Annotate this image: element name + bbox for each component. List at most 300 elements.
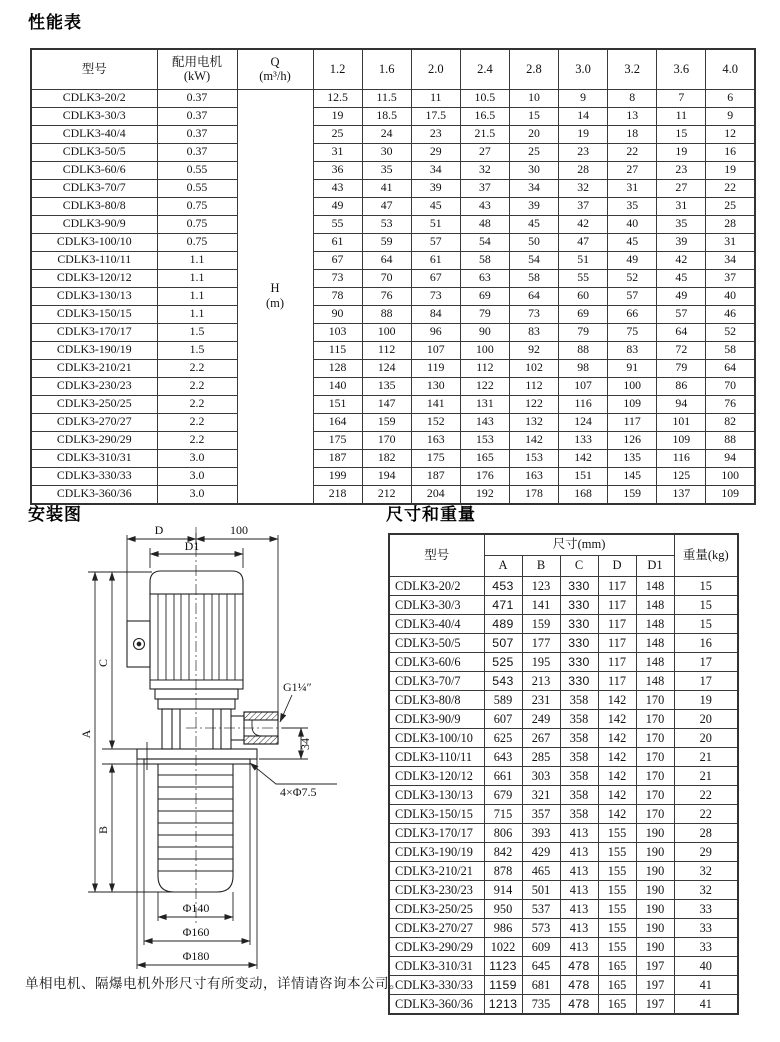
h-value-cell: 23 — [559, 143, 608, 161]
weight-cell: 19 — [674, 691, 738, 710]
dimensions-table — [388, 533, 739, 1015]
h-value-cell: 64 — [657, 323, 706, 341]
h-value-cell: 57 — [411, 233, 460, 251]
flow-col-header: 2.8 — [509, 49, 558, 89]
dim-c-cell: 330 — [560, 634, 598, 653]
dim-a-cell: 507 — [484, 634, 522, 653]
motor-kw-cell: 1.1 — [157, 251, 237, 269]
perf-row — [31, 251, 755, 269]
col-header-motor — [157, 49, 237, 89]
h-value-cell: 107 — [411, 341, 460, 359]
dim-label-phi180: Φ180 — [182, 949, 210, 963]
h-value-cell: 117 — [608, 413, 657, 431]
model-cell: CDLK3-30/3 — [389, 596, 484, 615]
model-cell: CDLK3-80/8 — [31, 197, 157, 215]
model-cell: CDLK3-20/2 — [389, 577, 484, 596]
thread-label: G1¼″ — [283, 680, 312, 694]
weight-cell: 17 — [674, 672, 738, 691]
h-value-cell: 48 — [460, 215, 509, 233]
performance-table-title: 性能表 — [28, 13, 82, 32]
h-value-cell: 19 — [657, 143, 706, 161]
h-value-cell: 36 — [313, 161, 362, 179]
dim-label-b: B — [96, 825, 110, 835]
h-value-cell: 19 — [706, 161, 755, 179]
dim-d1-cell: 170 — [636, 767, 674, 786]
h-value-cell: 122 — [509, 395, 558, 413]
motor-kw-cell: 2.2 — [157, 413, 237, 431]
h-value-cell: 40 — [608, 215, 657, 233]
h-value-cell: 101 — [657, 413, 706, 431]
h-value-cell: 11.5 — [362, 89, 411, 107]
h-value-cell: 133 — [559, 431, 608, 449]
h-value-cell: 112 — [460, 359, 509, 377]
h-value-cell: 94 — [657, 395, 706, 413]
h-value-cell: 28 — [559, 161, 608, 179]
model-cell: CDLK3-20/2 — [31, 89, 157, 107]
footnote: 单相电机、隔爆电机外形尺寸有所变动，详情请咨询本公司。 — [25, 976, 403, 991]
q-header-line1: Q — [270, 54, 280, 69]
motor-kw-cell: 2.2 — [157, 395, 237, 413]
h-value-cell: 100 — [362, 323, 411, 341]
col-header-q — [237, 49, 313, 89]
h-value-cell: 51 — [411, 215, 460, 233]
h-value-cell: 64 — [509, 287, 558, 305]
dims-header-row1 — [389, 534, 738, 556]
motor-kw-cell: 3.0 — [157, 449, 237, 467]
dim-label-a: A — [79, 729, 93, 739]
motor-kw-cell: 0.37 — [157, 107, 237, 125]
dim-d1-cell: 197 — [636, 995, 674, 1015]
size-col-header: D — [598, 556, 636, 577]
h-value-cell: 66 — [608, 305, 657, 323]
h-value-cell: 45 — [657, 269, 706, 287]
dim-d-cell: 165 — [598, 976, 636, 995]
dim-b-cell: 681 — [522, 976, 560, 995]
dim-label-c: C — [96, 658, 110, 668]
weight-cell: 40 — [674, 957, 738, 976]
q-header-line2: (m³/h) — [259, 69, 291, 84]
h-value-cell: 47 — [559, 233, 608, 251]
dim-a-cell: 806 — [484, 824, 522, 843]
perf-row — [31, 413, 755, 431]
h-value-cell: 187 — [313, 449, 362, 467]
h-value-cell: 43 — [313, 179, 362, 197]
model-cell: CDLK3-100/10 — [389, 729, 484, 748]
model-cell: CDLK3-130/13 — [31, 287, 157, 305]
h-value-cell: 9 — [559, 89, 608, 107]
perf-row — [31, 449, 755, 467]
model-cell: CDLK3-50/5 — [31, 143, 157, 161]
dim-d1-cell: 190 — [636, 881, 674, 900]
h-value-cell: 31 — [657, 197, 706, 215]
h-value-cell: 58 — [706, 341, 755, 359]
h-value-cell: 21.5 — [460, 125, 509, 143]
dim-d1-cell: 148 — [636, 615, 674, 634]
h-value-cell: 34 — [706, 251, 755, 269]
dim-d-cell: 155 — [598, 881, 636, 900]
motor-kw-cell: 1.1 — [157, 269, 237, 287]
h-value-cell: 72 — [657, 341, 706, 359]
h-value-cell: 11 — [657, 107, 706, 125]
motor-kw-cell: 1.1 — [157, 305, 237, 323]
perf-row — [31, 161, 755, 179]
h-value-cell: 143 — [460, 413, 509, 431]
center-lines — [186, 527, 308, 923]
h-value-cell: 29 — [411, 143, 460, 161]
h-value-cell: 35 — [608, 197, 657, 215]
dim-c-cell: 478 — [560, 957, 598, 976]
dims-weight-header: 重量(kg) — [674, 534, 738, 577]
dim-row — [389, 976, 738, 995]
weight-cell: 20 — [674, 729, 738, 748]
h-value-cell: 132 — [509, 413, 558, 431]
dim-d1-cell: 197 — [636, 957, 674, 976]
h-value-cell: 100 — [608, 377, 657, 395]
h-value-cell: 175 — [313, 431, 362, 449]
h-value-cell: 24 — [362, 125, 411, 143]
h-value-cell: 47 — [362, 197, 411, 215]
h-value-cell: 112 — [362, 341, 411, 359]
weight-cell: 32 — [674, 862, 738, 881]
perf-row — [31, 125, 755, 143]
perf-row — [31, 305, 755, 323]
dim-row — [389, 824, 738, 843]
dim-row — [389, 900, 738, 919]
dim-c-cell: 358 — [560, 767, 598, 786]
motor-ribs — [150, 594, 243, 680]
dim-row — [389, 843, 738, 862]
flow-col-header: 3.2 — [608, 49, 657, 89]
model-cell: CDLK3-120/12 — [389, 767, 484, 786]
model-cell: CDLK3-100/10 — [31, 233, 157, 251]
support-column-right — [221, 709, 231, 749]
model-cell: CDLK3-190/19 — [389, 843, 484, 862]
h-value-cell: 16.5 — [460, 107, 509, 125]
dim-b-cell: 195 — [522, 653, 560, 672]
dim-b-cell: 177 — [522, 634, 560, 653]
weight-cell: 15 — [674, 615, 738, 634]
h-value-cell: 109 — [657, 431, 706, 449]
h-value-cell: 100 — [706, 467, 755, 485]
h-value-cell: 124 — [559, 413, 608, 431]
h-value-cell: 10 — [509, 89, 558, 107]
h-value-cell: 22 — [706, 179, 755, 197]
h-value-cell: 39 — [411, 179, 460, 197]
h-value-cell: 98 — [559, 359, 608, 377]
h-value-cell: 49 — [608, 251, 657, 269]
h-value-cell: 76 — [706, 395, 755, 413]
h-value-cell: 145 — [608, 467, 657, 485]
h-value-cell: 64 — [362, 251, 411, 269]
dim-d-cell: 155 — [598, 843, 636, 862]
h-value-cell: 42 — [559, 215, 608, 233]
weight-cell: 15 — [674, 577, 738, 596]
h-value-cell: 79 — [460, 305, 509, 323]
dim-c-cell: 413 — [560, 900, 598, 919]
motor-kw-cell: 3.0 — [157, 467, 237, 485]
model-cell: CDLK3-330/33 — [389, 976, 484, 995]
dim-d1-cell: 170 — [636, 748, 674, 767]
motor-kw-cell: 1.5 — [157, 323, 237, 341]
thread-leader — [280, 695, 292, 722]
perf-row — [31, 467, 755, 485]
h-value-cell: 91 — [608, 359, 657, 377]
h-value-cell: 135 — [362, 377, 411, 395]
dim-c-cell: 358 — [560, 710, 598, 729]
junction-box-hole-center — [137, 642, 141, 646]
perf-row — [31, 287, 755, 305]
model-cell: CDLK3-90/9 — [389, 710, 484, 729]
model-cell: CDLK3-50/5 — [389, 634, 484, 653]
h-value-cell: 40 — [706, 287, 755, 305]
dimensions-table-title: 尺寸和重量 — [386, 505, 476, 524]
h-value-cell: 153 — [509, 449, 558, 467]
model-cell: CDLK3-170/17 — [389, 824, 484, 843]
model-cell: CDLK3-150/15 — [389, 805, 484, 824]
model-cell: CDLK3-60/6 — [389, 653, 484, 672]
dim-b-cell: 231 — [522, 691, 560, 710]
h-value-cell: 51 — [559, 251, 608, 269]
h-value-cell: 34 — [411, 161, 460, 179]
dim-c-cell: 330 — [560, 672, 598, 691]
motor-kw-cell: 0.75 — [157, 197, 237, 215]
model-cell: CDLK3-290/29 — [31, 431, 157, 449]
size-col-header: B — [522, 556, 560, 577]
h-value-cell: 131 — [460, 395, 509, 413]
dim-b-cell: 465 — [522, 862, 560, 881]
model-cell: CDLK3-150/15 — [31, 305, 157, 323]
h-value-cell: 55 — [559, 269, 608, 287]
model-cell: CDLK3-40/4 — [31, 125, 157, 143]
dim-d-cell: 155 — [598, 862, 636, 881]
h-value-cell: 151 — [559, 467, 608, 485]
model-cell: CDLK3-360/36 — [389, 995, 484, 1015]
dim-c-cell: 330 — [560, 653, 598, 672]
model-cell: CDLK3-250/25 — [31, 395, 157, 413]
h-value-cell: 168 — [559, 485, 608, 504]
dim-row — [389, 919, 738, 938]
h-value-cell: 14 — [559, 107, 608, 125]
dim-label-d: D — [154, 523, 164, 537]
mounting-plate-lip — [144, 759, 250, 764]
h-value-cell: 31 — [706, 233, 755, 251]
dim-d1-cell: 190 — [636, 919, 674, 938]
perf-row — [31, 89, 755, 107]
size-col-header: C — [560, 556, 598, 577]
dim-c-cell: 413 — [560, 843, 598, 862]
model-cell: CDLK3-210/21 — [389, 862, 484, 881]
dim-row — [389, 805, 738, 824]
perf-row — [31, 107, 755, 125]
h-value-cell: 18.5 — [362, 107, 411, 125]
mounting-plate — [137, 749, 257, 759]
h-value-cell: 142 — [509, 431, 558, 449]
motor-kw-cell: 0.37 — [157, 143, 237, 161]
dim-d-cell: 117 — [598, 634, 636, 653]
dim-row — [389, 767, 738, 786]
dim-d-cell: 155 — [598, 824, 636, 843]
model-cell: CDLK3-360/36 — [31, 485, 157, 504]
h-value-cell: 70 — [362, 269, 411, 287]
h-value-cell: 55 — [313, 215, 362, 233]
h-value-cell: 35 — [362, 161, 411, 179]
h-value-cell: 22 — [608, 143, 657, 161]
h-value-cell: 17.5 — [411, 107, 460, 125]
h-value-cell: 18 — [608, 125, 657, 143]
model-cell: CDLK3-330/33 — [31, 467, 157, 485]
col-header-model: 型号 — [31, 49, 157, 89]
h-value-cell: 67 — [313, 251, 362, 269]
h-value-cell: 73 — [509, 305, 558, 323]
h-value-cell: 46 — [706, 305, 755, 323]
dim-d-cell: 155 — [598, 919, 636, 938]
model-cell: CDLK3-230/23 — [31, 377, 157, 395]
h-value-cell: 23 — [657, 161, 706, 179]
dim-b-cell: 537 — [522, 900, 560, 919]
dim-d1-cell: 190 — [636, 900, 674, 919]
size-col-header: A — [484, 556, 522, 577]
h-value-cell: 204 — [411, 485, 460, 504]
h-value-cell: 20 — [509, 125, 558, 143]
motor-kw-cell: 0.37 — [157, 89, 237, 107]
perf-row — [31, 359, 755, 377]
dim-a-cell: 842 — [484, 843, 522, 862]
h-value-cell: 73 — [411, 287, 460, 305]
motor-base-band — [155, 689, 238, 699]
h-value-cell: 84 — [411, 305, 460, 323]
h-value-cell: 61 — [313, 233, 362, 251]
model-cell: CDLK3-310/31 — [31, 449, 157, 467]
model-cell: CDLK3-270/27 — [31, 413, 157, 431]
h-value-cell: 94 — [706, 449, 755, 467]
dim-c-cell: 413 — [560, 824, 598, 843]
h-value-cell: 90 — [460, 323, 509, 341]
dim-a-cell: 986 — [484, 919, 522, 938]
h-value-cell: 194 — [362, 467, 411, 485]
dim-d1-cell: 148 — [636, 577, 674, 596]
perf-row — [31, 233, 755, 251]
h-value-cell: 115 — [313, 341, 362, 359]
h-value-cell: 107 — [559, 377, 608, 395]
h-value-cell: 54 — [460, 233, 509, 251]
dim-row — [389, 691, 738, 710]
dim-a-cell: 914 — [484, 881, 522, 900]
dim-b-cell: 573 — [522, 919, 560, 938]
weight-cell: 32 — [674, 881, 738, 900]
dim-d1-cell: 148 — [636, 653, 674, 672]
weight-cell: 28 — [674, 824, 738, 843]
h-value-cell: 103 — [313, 323, 362, 341]
weight-cell: 15 — [674, 596, 738, 615]
weight-cell: 16 — [674, 634, 738, 653]
h-value-cell: 32 — [559, 179, 608, 197]
h-value-cell: 178 — [509, 485, 558, 504]
dim-row — [389, 938, 738, 957]
h-value-cell: 54 — [509, 251, 558, 269]
model-cell: CDLK3-290/29 — [389, 938, 484, 957]
dim-a-cell: 679 — [484, 786, 522, 805]
h-value-cell: 50 — [509, 233, 558, 251]
motor-kw-cell: 2.2 — [157, 359, 237, 377]
perf-row — [31, 431, 755, 449]
h-value-cell: 83 — [608, 341, 657, 359]
dim-d1-cell: 190 — [636, 843, 674, 862]
h-value-cell: 9 — [706, 107, 755, 125]
dim-d1-cell: 197 — [636, 976, 674, 995]
h-value-cell: 147 — [362, 395, 411, 413]
model-cell: CDLK3-210/21 — [31, 359, 157, 377]
dim-row — [389, 957, 738, 976]
h-value-cell: 35 — [657, 215, 706, 233]
h-value-cell: 12.5 — [313, 89, 362, 107]
h-value-cell: 6 — [706, 89, 755, 107]
dim-b-cell: 285 — [522, 748, 560, 767]
h-value-cell: 75 — [608, 323, 657, 341]
dim-b-cell: 393 — [522, 824, 560, 843]
dim-d1-cell: 170 — [636, 786, 674, 805]
motor-kw-cell: 1.5 — [157, 341, 237, 359]
h-value-cell: 49 — [313, 197, 362, 215]
dim-c-cell: 413 — [560, 938, 598, 957]
h-value-cell: 82 — [706, 413, 755, 431]
support-column-left — [162, 709, 172, 749]
h-value-cell: 102 — [509, 359, 558, 377]
dim-row — [389, 995, 738, 1015]
dim-a-cell: 643 — [484, 748, 522, 767]
dim-d-cell: 117 — [598, 672, 636, 691]
dim-row — [389, 748, 738, 767]
dim-b-cell: 609 — [522, 938, 560, 957]
h-value-cell: 159 — [608, 485, 657, 504]
weight-cell: 20 — [674, 710, 738, 729]
h-value-cell: 142 — [559, 449, 608, 467]
dim-a-cell: 453 — [484, 577, 522, 596]
dim-d1-cell: 148 — [636, 634, 674, 653]
h-value-cell: 25 — [509, 143, 558, 161]
h-value-cell: 92 — [509, 341, 558, 359]
performance-table — [30, 48, 756, 505]
dim-b-cell: 429 — [522, 843, 560, 862]
motor-adapter — [158, 699, 235, 709]
pump-outline — [127, 571, 278, 892]
h-value-cell: 41 — [362, 179, 411, 197]
dim-c-cell: 330 — [560, 615, 598, 634]
h-value-cell: 58 — [460, 251, 509, 269]
h-value-cell: 218 — [313, 485, 362, 504]
dim-d1-cell: 170 — [636, 691, 674, 710]
dim-row — [389, 786, 738, 805]
h-value-cell: 175 — [411, 449, 460, 467]
h-value-cell: 170 — [362, 431, 411, 449]
dim-row — [389, 672, 738, 691]
dim-c-cell: 358 — [560, 729, 598, 748]
model-cell: CDLK3-90/9 — [31, 215, 157, 233]
perf-row — [31, 197, 755, 215]
h-value-cell: 67 — [411, 269, 460, 287]
dim-b-cell: 645 — [522, 957, 560, 976]
h-value-cell: 19 — [313, 107, 362, 125]
dim-b-cell: 159 — [522, 615, 560, 634]
h-value-cell: 25 — [313, 125, 362, 143]
h-value-cell: 192 — [460, 485, 509, 504]
dim-c-cell: 358 — [560, 748, 598, 767]
h-value-cell: 124 — [362, 359, 411, 377]
holes-leader — [250, 763, 337, 784]
h-value-cell: 19 — [559, 125, 608, 143]
dim-c-cell: 478 — [560, 976, 598, 995]
h-value-cell: 163 — [411, 431, 460, 449]
dim-a-cell: 1022 — [484, 938, 522, 957]
